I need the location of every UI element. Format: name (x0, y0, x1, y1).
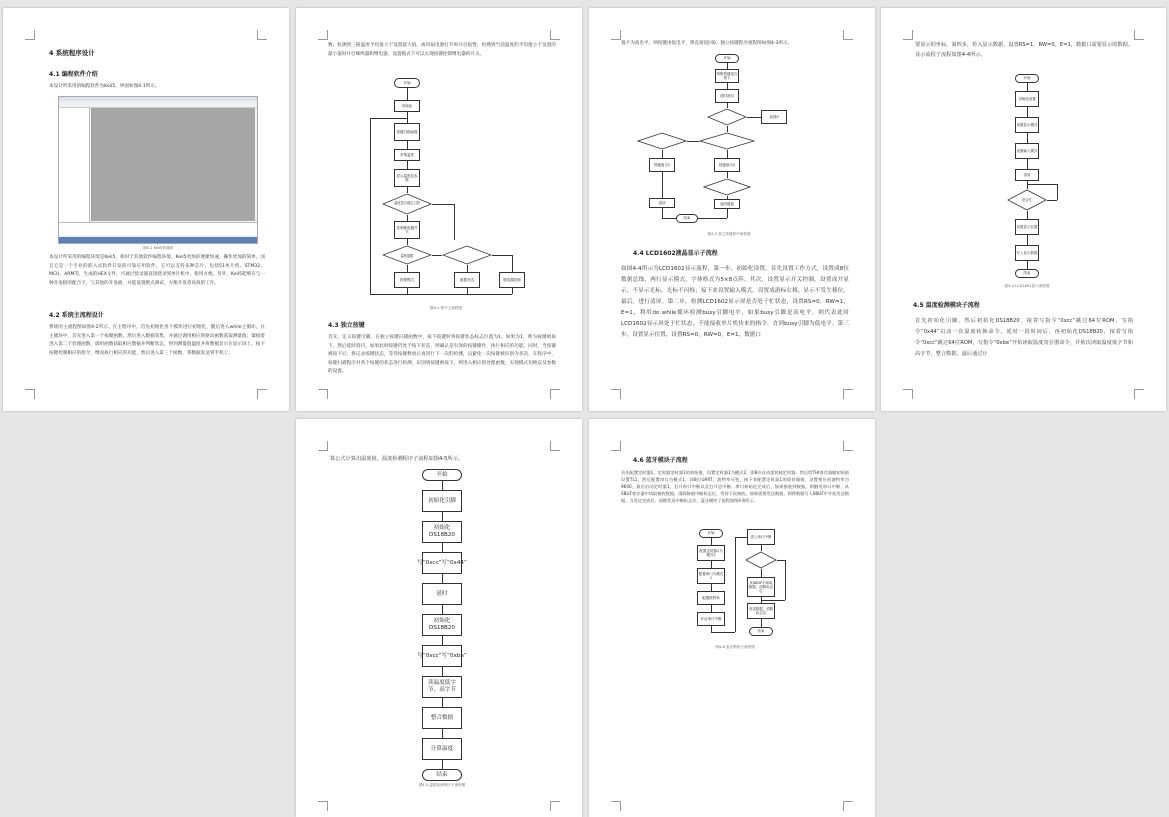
paragraph: 本设计所采用的编程软件为Keil5，界面如图4-1所示。 (49, 84, 160, 89)
flow-step: 设置显示模式 (1015, 117, 1039, 133)
paragraph: 首先配置定时器1，定时器定时器1的初始值，设置定时器1为模式2，即8位自动重装载定时器，然后给THI寄存器赋初始值设置TL1，然后配置串口为模式1，即8位UART，波特率可变。接下来配置定时器1的重装载值，设置相应的波特率为9600，最后启动定时器1，打开串口中断以及打开总中断。串口初始化完成后，如果接收到数据，则触发串口中断，从SBUF寄存器中读取接收数据，清除接收中断标志位，等待下次接收。如果需要发送数据，则将数据写入SBUF中开始发送数据，当发送完成后，清除发送中断标志位。蓝牙模块子流程如图4-6所示。 (621, 470, 849, 503)
flow-step: 写“0xcc”写“0xbe” (422, 645, 462, 667)
flow-connector (442, 698, 443, 707)
document-page-4[interactable] (881, 8, 1166, 411)
flow-step: 返回 (649, 198, 675, 208)
paragraph: 算公式计算出温度值。温度检测程序子流程如图4-5所示。 (330, 456, 463, 462)
flow-step: 采集温度 (394, 149, 420, 161)
flow-start: 开始 (394, 78, 420, 88)
document-page-6[interactable] (589, 419, 875, 817)
flow-step: 判断按键是否按下 (715, 69, 739, 83)
paragraph: 数，检测到三路温度平均值大于设置最大值，或风扇电源打开时开启报警，检测到当前温度的平均值小于设置的最小值时开启蜂鸣器和继电器，设置模式下可以实现按键控制继电器的开关。 (328, 43, 556, 57)
flow-step: 配置定时器1为模式2 (697, 545, 725, 561)
flow-connector (442, 667, 443, 676)
flow-step: 进入串口中断 (747, 529, 775, 545)
flow-end: 结束 (422, 769, 462, 781)
flow-start: 开始 (715, 54, 739, 63)
flow-step: 配置串口为模式1 (697, 568, 725, 584)
flow-step: 数据发送 (454, 272, 480, 288)
flow-step: 返回0 (761, 110, 787, 124)
flow-connector (442, 729, 443, 738)
flow-end: 结束 (676, 214, 698, 223)
flow-step: 初始化引脚 (422, 490, 462, 512)
flow-decision (745, 551, 777, 569)
flow-step: 初始化DS18B20 (422, 614, 462, 636)
flow-step: 计算温度 (422, 738, 462, 760)
flow-step: 开启串口中断 (697, 612, 725, 626)
flow-step: 设置输入模式 (1015, 143, 1039, 159)
figure-caption: 图4-4 LCD1602显示流程图 (1004, 284, 1050, 288)
flow-step: 返回键值 (714, 199, 740, 209)
flow-connector (442, 605, 443, 614)
flow-step: 初始化DS18B20 (422, 521, 462, 543)
flow-step: 按键扫描函数 (394, 123, 420, 141)
decision-label: 温度超限 (400, 254, 414, 258)
section-heading-4-3: 4.3 独立按键 (328, 322, 365, 329)
section-heading-4-4: 4.4 LCD1602液晶显示子流程 (633, 250, 718, 257)
section-heading-4-1: 4.1 编程软件介绍 (49, 71, 98, 78)
flow-decision (699, 132, 755, 150)
flow-step: 显示温度及参数 (394, 169, 420, 187)
document-page-2[interactable] (296, 8, 582, 411)
figure-caption: 图4-1 Keil5界面图 (142, 246, 174, 250)
figure-caption: 图4-5 温度检测程序子流程图 (418, 783, 466, 787)
paragraph: 首先初始化引脚，然后初始化DS18B20，接着写指令“0xcc”跳过64位ROM，写指令“0x44”启动一次温度转换命令。延时一段时间后，再初始化DS18B20，接着写指令“0xcc”跳过64位ROM，写指令“0xbe”开始读取温度寄存器命令，并依次读取温度低字节和高字节，整合数据，最后通过计 (915, 318, 1133, 357)
flow-connector (442, 574, 443, 583)
flow-step: 初始化设置 (1015, 91, 1039, 107)
paragraph: 首先，定义按键引脚，在独立按键扫描函数中，按下按键时将按键状态标志位置为1，如果为1，则为按键被按下，然后延时消抖，如果此时按键仍处于按下状态，则确认是有效的按键操作，执行相应的功能。同时，当按键被按下后，将记录按键状态，等待按键释放后再进行下一次的检测，以避免一次按键被识别为多次。在程序中，按键扫描程序对各个按键的状态进行检测，识别到按键被按下，则进入相应的处理函数，实现模式切换以及参数的设置。 (328, 335, 556, 375)
document-page-3[interactable] (589, 8, 875, 411)
section-heading-4-2: 4.2 系统主流程设计 (49, 312, 104, 319)
flow-connector (442, 636, 443, 645)
paragraph: 系统的主流程图如图4-2所示。在主程序中，首先初始化各个模块进行初始化，随后进入while主循环。在主循环中，首先进入第一个按键函数，然后进入数据采集，并通过调用相应的驱动函数获取测量值；紧接着进入第二个处理函数，调用函数获取相应数据并判断状态，得到测量值温度并将数据显示在显示屏上。按下按键控制相应的指令，继而执行相应的功能，然后进入第三个函数，将数据发送到手机上。 (49, 325, 265, 356)
section-heading-4-5: 4.5 温度检测模块子流程 (913, 302, 980, 309)
flow-step: 从SBUF中读取数据，清除标志位 (747, 577, 775, 597)
section-heading-4-6: 4.6 蓝牙模块子流程 (633, 457, 688, 464)
flow-connector (442, 512, 443, 521)
flow-connector (442, 760, 443, 769)
flow-step: 清屏 (1015, 169, 1039, 181)
flow-step: 按键值为1 (649, 158, 675, 172)
flow-decision (637, 132, 687, 150)
figure-caption: 图4-6 蓝牙模块子流程图 (715, 645, 755, 649)
figure-caption: 图4-3 独立按键程序流程图 (707, 232, 751, 236)
flow-step: 写“0xcc”写“0x44” (422, 552, 462, 574)
flow-step: 延时 (422, 583, 462, 605)
paragraph: 如图4-4所示为LCD1602显示流程，第一步，初始化设置，首先设置工作方式，设置成8位数据总线，两行显示模式，字体格式为5×8点阵。其次，设置显示开关控制，设置成开显示、不显示光标、光标不闪烁；接下来设置输入模式，设置成游标右移，显示不发生移位。最后，进行清屏。第二步，检测LCD1602显示屏是否处于忙状态，设置RS=0，RW=1，E=1，利用do while循环检测busy引脚电平，如果busy引脚是高电平，则代表此时LCD1602显示屏处于忙状态，不能接收单片机传来的指令，直到busy引脚为低电平。第三步，设置显示位置，设置RS=0，RW=0，E=1，数据口 (621, 266, 849, 338)
paragraph: 置不为高电平，则按键由低电平，则直接返回0。独立按键程序流程图如图4-3所示。 (621, 41, 793, 46)
flow-connector (442, 543, 443, 552)
flow-step: 读温度低字节、高字节 (422, 676, 462, 698)
flow-step: 控制继电器开关 (394, 221, 420, 239)
paragraph: 要显示的坐标。第四步，传入显示数据，设置RS=1，RW=0，E=1，数据口需要显示的数据。显示流程子流程如图4-4所示。 (915, 42, 1133, 58)
flow-end: 结束 (1015, 269, 1039, 278)
flow-step: 整合数据 (422, 707, 462, 729)
flow-step: 继电器控制 (499, 272, 525, 288)
flow-decision (442, 245, 492, 265)
flow-connector (442, 481, 443, 490)
flow-step: 设置显示位置 (1015, 219, 1039, 235)
flow-step: 延时消抖 (715, 89, 739, 103)
flow-step: 发送数据，清除标志位 (747, 603, 775, 619)
flow-step: 写入显示数据 (1015, 245, 1039, 261)
keil5-screenshot (58, 96, 258, 244)
decision-label: 温度是否超过上限 (394, 201, 420, 205)
flow-decision (707, 108, 747, 126)
decision-label: 是否忙 (1021, 198, 1033, 202)
document-page-1[interactable] (3, 8, 289, 411)
flow-end: 结束 (749, 627, 773, 636)
flow-decision (703, 178, 751, 196)
chapter-heading: 4 系统程序设计 (49, 49, 95, 57)
flow-step: 按键值为2 (714, 158, 740, 172)
flow-step: 报警模式 (394, 272, 420, 288)
flow-step: 初始化 (394, 100, 420, 112)
document-page-5[interactable] (296, 419, 582, 817)
flow-start: 开始 (422, 469, 462, 481)
flow-start: 开始 (1015, 74, 1039, 83)
figure-caption: 图4-2 程序主流程图 (429, 306, 463, 310)
paragraph: 本设计所采用的编程环境是Keil5，相对于其他软件编程环境，Keil5更加的便捷快速，操作更加的简单，而且它是一个专业的嵌入式软件开发的可靠应用软件，它可以支持多种芯片，包括51单片机、STM32、MCU、ARM等，生成的HEX文件，可通过烧录器直接烧录到单片机中，使用方便。另外，Keil5能够在与一种开发板的配合下，与其他的开发板，并能设置断点调试，方便开发者高效的工作。 (49, 255, 265, 286)
flow-step: 配置波特率 (697, 591, 725, 605)
flow-start: 开始 (699, 529, 723, 538)
